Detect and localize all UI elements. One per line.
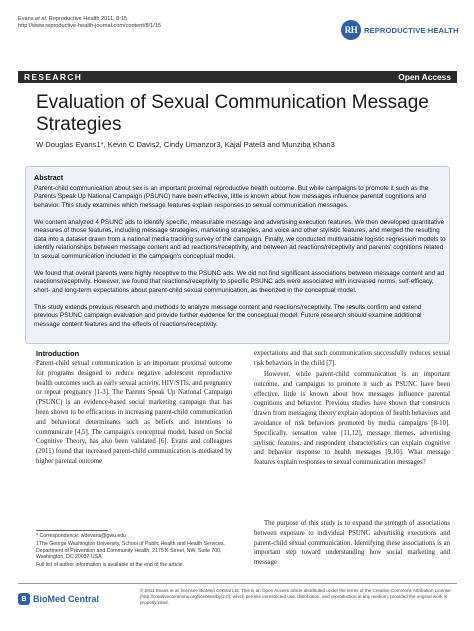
journal-logo-text: REPRODUCTIVE HEALTH bbox=[364, 25, 459, 35]
author-list: W Douglas Evans1*, Kevin C Davis2, Cindy Umanzor3, Kajal Patel3 and Munziba Khan3 bbox=[36, 140, 335, 149]
abstract-paragraph: We content analyzed 4 PSUNC ads to identify specific, measurable message and advertising execution features. We then developed quantitative measures of those features, including message strategies, marketing strategies, and voice and other stylistic features, and merged the resulting data into a dataset drawn from a national media tracking survey of the campaign. Finally, we conducted multivariable logistic regression models to identify relationships between message content and ad reactions/receptivity, and between ad reactions/receptivity and parents' cognitions related to sexual communication included in the campaign's conceptual model. bbox=[34, 219, 446, 260]
abstract-paragraph: Parent-child communication about sex is an important proximal reproductive health outcome. But while campaigns to promote it such as the Parents Speak Up National Campaign (PSUNC) have been effective, little is known about how messages influence parental cognitions and behavior. This study examines which message features explain responses to sexual communication messages. bbox=[34, 185, 429, 209]
body-right-paragraph: However, while parent-child communication is an important outcome, and campaigns to promote it such as PSUNC have been effective, little is known about how messages influence parental cognitions and behavior. Previous studies have shown that constructs drawn from messaging theory explain adoption of health behaviors and avoidance of risk behaviors promoted by media campaigns [8-10]. Specifically, sensation value [11,12], message themes, advertising stylistic features, and respondent characteristics can explain cognitive and behavior response to health messages [9,10]. What message features explain responses to sexual communication messages? bbox=[254, 371, 450, 467]
publisher-name: BioMed Central bbox=[33, 594, 100, 604]
citation-etal: et al bbox=[35, 16, 46, 22]
journal-citation bbox=[18, 16, 161, 30]
journal-url-link[interactable]: http://www.reproductive-health-journal.com/content/8/1/15 bbox=[18, 23, 162, 29]
article-type-band bbox=[18, 71, 457, 83]
introduction-heading: Introduction bbox=[36, 349, 80, 358]
author-info-footnote: Full list of author information is available at the end of the article bbox=[36, 562, 183, 568]
body-right-paragraph: The purpose of this study is to expand the strength of associations between exposure to individual PSUNC advertising executions and parent-child sexual communication. Identifying these associations is an important step toward understanding how social marketing and message bbox=[254, 520, 450, 567]
abstract-heading: Abstract bbox=[34, 173, 64, 182]
article-title: Evaluation of Sexual Communication Message Strategies bbox=[36, 92, 429, 135]
correspondence-footnote: * Correspondence: wdevans@gwu.edu bbox=[36, 533, 127, 539]
abstract-box bbox=[25, 166, 450, 344]
affiliation-footnote: 1The George Washington University, School of Public Health and Health Services, Department of Prevention and Community Health, 2175 K Street, NW, Suite 700, Washington, DC 20037 USA bbox=[36, 541, 225, 561]
journal-logo[interactable] bbox=[341, 20, 459, 40]
citation-authors: Evans bbox=[18, 16, 36, 22]
footer-divider bbox=[18, 583, 457, 584]
abstract-paragraph: This study extends previous research and methods to analyze message content and reactions/receptivity. The results confirm and extend previous PSUNC campaign evaluation and provide further evidence for the conceptual model. Future research should examine additional message content features and the effects of reactions/receptivity. bbox=[34, 304, 422, 328]
journal-logo-icon: RH bbox=[341, 20, 361, 40]
body-right-paragraph: expectations and that such communication successfully reduces sexual risk behaviors in the child [7]. bbox=[254, 350, 450, 367]
open-access-label: Open Access bbox=[398, 72, 451, 82]
copyright-notice: © 2011 Evans et al; licensee BioMed Central Ltd. This is an Open Access article distributed under the terms of the Creative Commons Attribution License (http://creativecommons.org/licenses/by/2.0), which permits unrestricted use, distribution, and reproduction in any medium, provided the original work is properly cited. bbox=[140, 588, 451, 605]
publisher-logo[interactable] bbox=[18, 593, 99, 605]
footnote-divider bbox=[36, 530, 108, 531]
citation-journal: . Reproductive Health 2011, 8:15 bbox=[45, 16, 128, 22]
publisher-logo-icon: B bbox=[18, 593, 30, 605]
body-left-column: Parent-child sexual communication is an important proximal outcome for programs designed to reduce negative adolescent reproductive health outcomes such as early sexual activity, HIV/STIs, and pregnancy or repeat pregnancy [1-3]. The Parents Speak Up National Campaign (PSUNC) is an evidence-based social marketing campaign that has been shown to be efficacious in increasing parent-child communication and behavioral determinants such as beliefs and intentions to communicate [4,5]. The campaign's conceptual model, based on Social Cognitive Theory, has also been validated [6]. Evans and colleagues (2011) found that increased parent-child communication is mediated by higher parental outcome bbox=[36, 360, 232, 465]
abstract-paragraph: We found that overall parents were highly receptive to the PSUNC ads. We did not find significant associations between message content and ad reactions/receptivity. However, we found that reactions/receptivity to specific PSUNC ads were associated with increased norms, self-efficacy, short- and long-term expectations about parent-child sexual communication, as theorized in the conceptual model. bbox=[34, 270, 445, 294]
article-type-label: RESEARCH bbox=[24, 72, 83, 82]
